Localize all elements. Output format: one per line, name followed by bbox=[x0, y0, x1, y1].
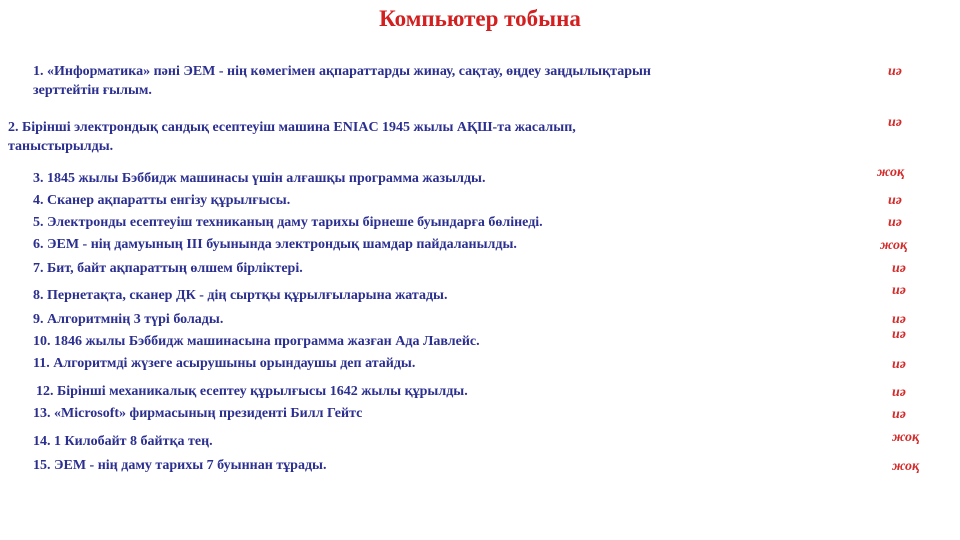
question-10: 10. 1846 жылы Бэббидж машинасына программа жазған Ада Лавлейс. bbox=[33, 334, 480, 349]
answer-2: иә bbox=[888, 115, 902, 130]
question-1-cont: зерттейтін ғылым. bbox=[33, 83, 152, 98]
answer-15: жоқ bbox=[892, 459, 920, 474]
question-4: 4. Сканер ақпаратты енгізу құрылғысы. bbox=[33, 193, 291, 208]
answer-6: жоқ bbox=[880, 238, 908, 253]
answer-4: иә bbox=[888, 193, 902, 208]
answer-10: иә bbox=[892, 327, 906, 342]
question-6: 6. ЭЕМ - нің дамуының ІІІ буынында электрондық шамдар пайдаланылды. bbox=[33, 237, 517, 252]
answer-11: иә bbox=[892, 357, 906, 372]
question-13: 13. «Microsoft» фирмасының президенті Билл Гейтс bbox=[33, 406, 363, 421]
answer-14: жоқ bbox=[892, 430, 920, 445]
answer-8: иә bbox=[892, 283, 906, 298]
answer-13: иә bbox=[892, 407, 906, 422]
question-7: 7. Бит, байт ақпараттың өлшем бірліктері. bbox=[33, 261, 303, 276]
question-2-cont: таныстырылды. bbox=[8, 139, 114, 154]
question-3: 3. 1845 жылы Бэббидж машинасы үшін алғашқы программа жазылды. bbox=[33, 171, 486, 186]
answer-1: иә bbox=[888, 64, 902, 79]
question-9: 9. Алгоритмнің 3 түрі болады. bbox=[33, 312, 224, 327]
question-8: 8. Пернетақта, сканер ДК - дің сыртқы құрылғыларына жатады. bbox=[33, 288, 448, 303]
answer-7: иә bbox=[892, 261, 906, 276]
answer-12: иә bbox=[892, 385, 906, 400]
question-12: 12. Бірінші механикалық есептеу құрылғысы 1642 жылы құрылды. bbox=[36, 384, 468, 399]
question-15: 15. ЭЕМ - нің даму тарихы 7 буыннан тұрады. bbox=[33, 458, 327, 473]
page-title: Компьютер тобына bbox=[379, 6, 581, 31]
question-2: 2. Бірінші электрондық сандық есептеуіш машина ENIAC 1945 жылы АҚШ-та жасалып, bbox=[8, 120, 576, 135]
question-11: 11. Алгоритмді жүзеге асырушыны орындаушы деп атайды. bbox=[33, 356, 416, 371]
question-5: 5. Электронды есептеуіш техниканың даму тарихы бірнеше буындарға бөлінеді. bbox=[33, 215, 543, 230]
question-1: 1. «Информатика» пәні ЭЕМ - нің көмегімен ақпараттарды жинау, сақтау, өңдеу заңдылықтарын bbox=[33, 64, 651, 79]
question-14: 14. 1 Килобайт 8 байтқа тең. bbox=[33, 434, 213, 449]
answer-3: жоқ bbox=[877, 165, 905, 180]
answer-5: иә bbox=[888, 215, 902, 230]
answer-9: иә bbox=[892, 312, 906, 327]
